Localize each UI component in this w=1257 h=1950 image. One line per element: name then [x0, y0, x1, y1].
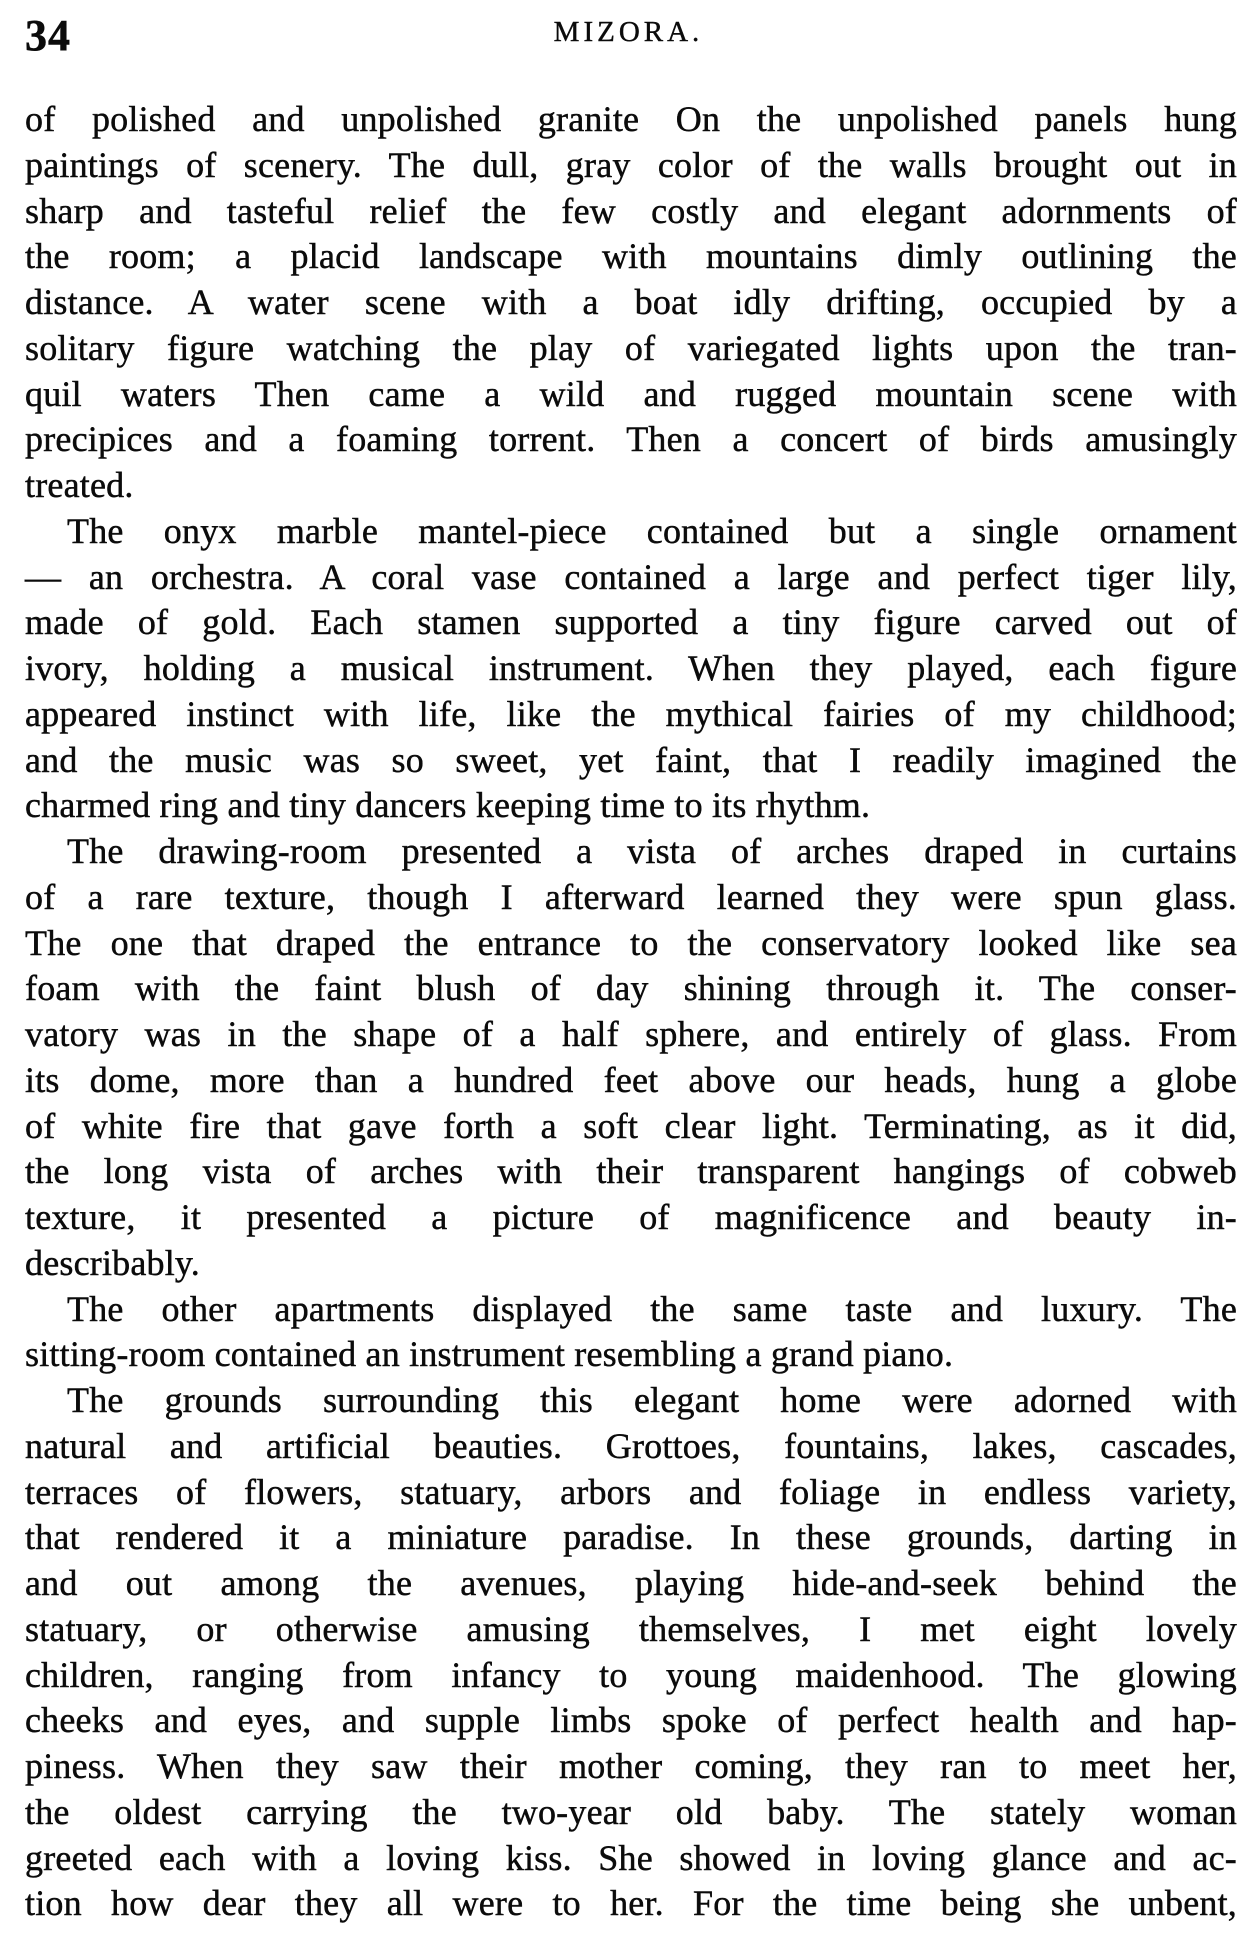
text-line: of white fire that gave forth a soft clear light. Terminating, as it did,	[25, 1105, 1237, 1146]
text-line: describably.	[25, 1242, 200, 1283]
text-line: charmed ring and tiny dancers keeping time to its rhythm.	[25, 785, 871, 826]
text-line: The grounds surrounding this elegant home were adorned with	[67, 1380, 1237, 1420]
text-line: its dome, more than a hundred feet above our heads, hung a globe	[25, 1059, 1237, 1100]
text-line: — an orchestra. A coral vase contained a large and perfect tiger lily,	[25, 556, 1237, 597]
text-line: terraces of flowers, statuary, arbors and foliage in endless variety,	[25, 1471, 1237, 1512]
page-number: 34	[25, 11, 71, 60]
text-line: made of gold. Each stamen supported a tiny figure carved out of	[25, 602, 1237, 643]
text-line: The onyx marble mantel-piece contained but a single ornament	[67, 510, 1237, 551]
text-line: paintings of scenery. The dull, gray color of the walls brought out in	[25, 144, 1237, 185]
text-line: and out among the avenues, playing hide-and-seek behind the	[25, 1563, 1237, 1603]
paragraph	[25, 829, 1237, 1287]
text-line: ivory, holding a musical instrument. When they played, each figure	[25, 648, 1237, 688]
page-body	[25, 97, 1237, 1927]
paragraph	[25, 1378, 1237, 1927]
text-line: natural and artificial beauties. Grottoes, fountains, lakes, cascades,	[25, 1425, 1237, 1466]
text-line: vatory was in the shape of a half sphere, and entirely of glass. From	[25, 1014, 1237, 1054]
text-line: cheeks and eyes, and supple limbs spoke of perfect health and hap-	[25, 1700, 1237, 1741]
text-line: and the music was so sweet, yet faint, that I readily imagined the	[25, 739, 1237, 780]
text-line: of a rare texture, though I afterward learned they were spun glass.	[25, 876, 1237, 917]
text-line: The drawing-room presented a vista of arches draped in curtains	[67, 831, 1237, 871]
text-line: greeted each with a loving kiss. She showed in loving glance and ac-	[25, 1837, 1237, 1878]
paragraph	[25, 1287, 1237, 1379]
text-line: distance. A water scene with a boat idly drifting, occupied by a	[25, 282, 1237, 322]
text-line: that rendered it a miniature paradise. In these grounds, darting in	[25, 1517, 1237, 1558]
text-line: sharp and tasteful relief the few costly and elegant adornments of	[25, 190, 1237, 231]
text-line: the room; a placid landscape with mountains dimly outlining the	[25, 236, 1237, 277]
text-line: The other apartments displayed the same taste and luxury. The	[67, 1288, 1237, 1329]
paragraph	[25, 97, 1237, 509]
text-line: the oldest carrying the two-year old baby. The stately woman	[25, 1791, 1237, 1832]
text-line: appeared instinct with life, like the mythical fairies of my childhood;	[25, 693, 1237, 734]
text-line: foam with the faint blush of day shining through it. The conser-	[25, 968, 1237, 1009]
text-line: piness. When they saw their mother coming, they ran to meet her,	[25, 1746, 1237, 1786]
text-line: solitary figure watching the play of variegated lights upon the tran-	[25, 327, 1237, 368]
text-line: treated.	[25, 465, 134, 505]
text-line: quil waters Then came a wild and rugged mountain scene with	[25, 373, 1237, 414]
text-line: children, ranging from infancy to young maidenhood. The glowing	[25, 1654, 1237, 1695]
running-title: MIZORA.	[553, 16, 704, 48]
text-line: sitting-room contained an instrument resembling a grand piano.	[25, 1334, 954, 1375]
text-line: precipices and a foaming torrent. Then a concert of birds amusingly	[25, 419, 1237, 460]
text-line: of polished and unpolished granite On the unpolished panels hung	[25, 99, 1237, 139]
text-line: statuary, or otherwise amusing themselves, I met eight lovely	[25, 1608, 1237, 1649]
paragraph	[25, 509, 1237, 829]
text-line: The one that draped the entrance to the conservatory looked like sea	[25, 922, 1237, 963]
text-line: tion how dear they all were to her. For the time being she unbent,	[25, 1883, 1237, 1924]
text-line: texture, it presented a picture of magnificence and beauty in-	[25, 1197, 1237, 1237]
text-line: the long vista of arches with their transparent hangings of cobweb	[25, 1151, 1237, 1192]
